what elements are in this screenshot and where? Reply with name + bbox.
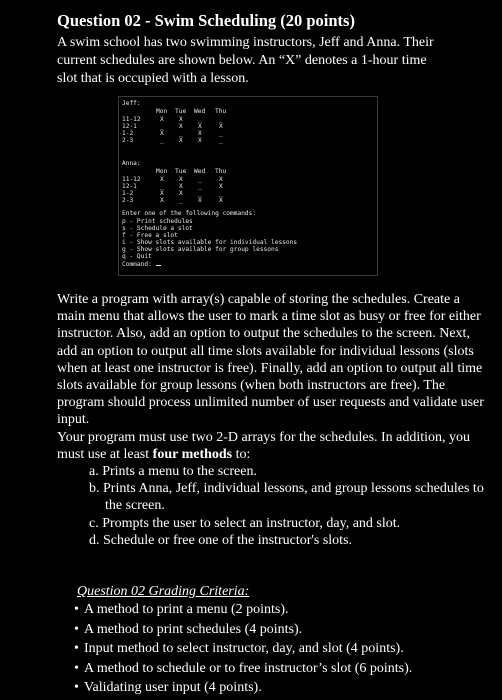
jeff-slot-cell: _ <box>179 130 183 137</box>
command-prompt: Command: <box>122 261 161 268</box>
list-item: • A method to print schedules (4 points). <box>74 620 494 640</box>
jeff-slot-label: 11-12 <box>122 116 141 123</box>
anna-slot-label: 12-1 <box>122 183 137 190</box>
anna-day-header: Tue <box>175 168 187 175</box>
methods-list <box>57 463 489 549</box>
intro-paragraph: A swim school has two swimming instructors, Jeff and Anna. Their current schedules are shown below. An “X” denotes a 1-hour time slot that is occupied with a lesson. <box>57 35 434 86</box>
list-item: b. Prints Anna, Jeff, individual lessons, and group lessons schedules to the screen. <box>89 481 484 514</box>
jeff-slot-cell: _ <box>219 116 223 123</box>
anna-slot-cell: _ <box>160 183 164 190</box>
jeff-day-header: Tue <box>175 108 187 115</box>
cursor-icon <box>156 265 161 266</box>
jeff-slot-label: 1-2 <box>122 130 134 137</box>
anna-day-header: Mon <box>156 168 168 175</box>
anna-slot-cell: X <box>219 183 223 190</box>
criteria-list <box>74 600 494 698</box>
terminal-screenshot <box>118 96 378 276</box>
jeff-slot-cell: X <box>160 116 164 123</box>
anna-slot-cell: _ <box>198 176 202 183</box>
question-title: Question 02 - Swim Scheduling (20 points) <box>57 11 355 30</box>
anna-slot-cell: _ <box>219 190 223 197</box>
bullet-icon: • <box>74 641 79 656</box>
jeff-slot-cell: _ <box>160 137 164 144</box>
anna-slot-cell: X <box>160 176 164 183</box>
anna-slot-cell: X <box>219 176 223 183</box>
menu-item-schedule: s - Schedule a slot <box>122 225 193 232</box>
list-item: c. Prompts the user to select an instructor, day, and slot. <box>89 515 401 531</box>
jeff-slot-cell: X <box>219 123 223 130</box>
menu-item-group: g - Show slots available for group lessons <box>122 246 279 253</box>
jeff-slot-cell: X <box>179 137 183 144</box>
anna-label: Anna: <box>122 160 141 167</box>
assignment-body <box>57 291 489 549</box>
jeff-label: Jeff: <box>122 100 141 107</box>
jeff-slot-cell: X <box>179 123 183 130</box>
anna-slot-label: 1-2 <box>122 190 134 197</box>
criteria-title: Question 02 Grading Criteria: <box>77 584 250 599</box>
jeff-day-header: Mon <box>156 108 168 115</box>
instructions-paragraph: Write a program with array(s) capable of storing the schedules. Create a main menu that allows the user to mark a time slot as busy or free for either instructor. Also, add an option to output the schedules to the screen. Next, add an option to output all time slots available for individual lessons (slots when at least one instructor is free). Finally, add an option to output all time slots available for group lessons (when both instructors are free). The program should process unlimited number of user requests and validate user input. <box>57 292 484 428</box>
bullet-icon: • <box>74 621 79 637</box>
jeff-slot-cell: _ <box>198 116 202 123</box>
anna-slot-cell: X <box>179 183 183 190</box>
anna-slot-label: 11-12 <box>122 176 141 183</box>
anna-slot-cell: X <box>179 190 183 197</box>
list-item: • A method to schedule or to free instructor’s slot (6 points). <box>74 659 494 679</box>
bullet-icon: • <box>74 602 79 617</box>
jeff-slot-cell: X <box>198 123 202 130</box>
list-item: d. Schedule or free one of the instructor's slots. <box>89 532 353 548</box>
bullet-icon: • <box>74 660 79 676</box>
requirements-paragraph: Your program must use two 2-D arrays for the schedules. In addition, you must use at least four methods to: <box>57 429 471 462</box>
menu-item-print: p - Print schedules <box>122 218 193 225</box>
jeff-slot-cell: X <box>198 137 202 144</box>
bullet-icon: • <box>74 680 79 695</box>
jeff-slot-cell: X <box>198 130 202 137</box>
anna-day-header: Wed <box>194 168 206 175</box>
jeff-slot-cell: X <box>160 130 164 137</box>
jeff-slot-cell: X <box>179 116 183 123</box>
anna-slot-cell: _ <box>179 197 183 204</box>
anna-slot-cell: _ <box>198 183 202 190</box>
anna-slot-cell: X <box>198 197 202 204</box>
jeff-slot-label: 12-1 <box>122 123 137 130</box>
jeff-slot-label: 2-3 <box>122 137 134 144</box>
menu-header: Enter one of the following commands: <box>122 210 257 217</box>
jeff-day-header: Thu <box>215 108 227 115</box>
jeff-day-header: Wed <box>194 108 206 115</box>
list-item: a. Prints a menu to the screen. <box>89 464 257 480</box>
anna-slot-cell: X <box>179 176 183 183</box>
list-item: • Validating user input (4 points). <box>74 678 494 698</box>
list-item: • Input method to select instructor, day, and slot (4 points). <box>74 639 494 659</box>
menu-item-individual: i - Show slots available for individual lessons <box>122 239 298 246</box>
anna-slot-cell: _ <box>198 190 202 197</box>
jeff-slot-cell: _ <box>219 130 223 137</box>
anna-slot-cell: X <box>160 197 164 204</box>
list-item: • A method to print a menu (2 points). <box>74 600 494 620</box>
menu-item-quit: q - Quit <box>122 253 152 260</box>
menu-item-free: f - Free a slot <box>122 232 178 239</box>
jeff-slot-cell: _ <box>219 137 223 144</box>
jeff-slot-cell: _ <box>160 123 164 130</box>
anna-slot-label: 2-3 <box>122 197 134 204</box>
anna-slot-cell: X <box>219 197 223 204</box>
anna-day-header: Thu <box>215 168 227 175</box>
anna-slot-cell: X <box>160 190 164 197</box>
